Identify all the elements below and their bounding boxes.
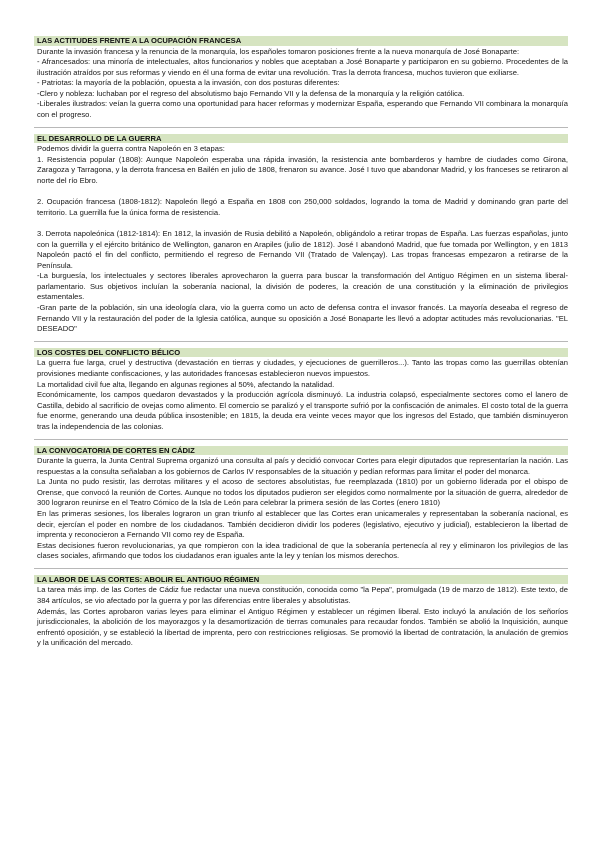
paragraph: - Patriotas: la mayoría de la población, opuesta a la invasión, con dos posturas diferentes: bbox=[37, 78, 340, 88]
section-labor bbox=[34, 575, 568, 649]
paragraph: -Liberales ilustrados: veían la guerra como una oportunidad para hacer reformas y modernizar España, esperando que Fernando VII combinara la monarquía con el progreso. bbox=[37, 99, 568, 120]
paragraph: Económicamente, los campos quedaron devastados y la producción agrícola disminuyó. La industria colapsó, especialmente sectores como el lanero de Castilla, debido al sacrificio de ovejas como alimento. El comercio se paralizó y el transporte sufrió por la confiscación de animales. El costo total de la guerra fue enorme, generando una deuda pública insostenible; en 1815, la deuda era veinte veces mayor que los ingresos del Estado, que también disminuyeron tras la independencia de las colonias. bbox=[37, 390, 568, 431]
section-heading: LOS COSTES DEL CONFLICTO BÉLICO bbox=[34, 348, 568, 358]
paragraph: 1. Resistencia popular (1808): Aunque Napoleón esperaba una rápida invasión, la resistencia ante bombarderos y hambre de ciudades como Girona, Zaragoza y Tarragona, y la derrota francesa en Bailén en julio de 1808, frenaron su avance. José I tuvo que abandonar Madrid, y los franceses se retiraron al norte del río Ebro. bbox=[37, 154, 568, 185]
paragraph: 2. Ocupación francesa (1808-1812): Napoleón llegó a España en 1808 con 250,000 soldados, logrando la toma de Madrid y dominando gran parte del territorio. La guerrilla fue la única forma de resistencia. bbox=[37, 197, 568, 217]
section-heading: LA CONVOCATORIA DE CORTES EN CÁDIZ bbox=[34, 446, 568, 456]
paragraph: Podemos dividir la guerra contra Napoleón en 3 etapas: bbox=[37, 144, 225, 154]
paragraph: Durante la guerra, la Junta Central Suprema organizó una consulta al país y decidió convocar Cortes para elegir diputados que representarían la nación. Las respuestas a la consulta señalaban a los gobiernos de Carlos IV responsables de la situación y pedían reformas para limitar el poder del monarca. bbox=[37, 456, 568, 476]
paragraph: 3. Derrota napoleónica (1812-1814): En 1812, la invasión de Rusia debilitó a Napoleón, obligándolo a retirar tropas de España. Las fuerzas españolas, junto con la guerrilla y el ejército británico de Wellington, ganaron en Arapiles (julio de 1812). José I abandonó Madrid, que fue tomada por Wellington, y en 1813 Napoleón pactó el fin del conflicto, permitiendo el regreso de Fernando VII (Tratado de Valençay). Las tropas francesas empezaron a retirarse de la Península. bbox=[37, 228, 568, 270]
section-costes bbox=[34, 348, 568, 433]
paragraph: La tarea más imp. de las Cortes de Cádiz fue redactar una nueva constitución, conocida como "la Pepa", promulgada (19 de marzo de 1812). Este texto, de 384 artículos, se vio afectado por la guerra y por las diferencias entre liberales y absolutistas. bbox=[37, 585, 568, 606]
section-desarrollo bbox=[34, 134, 568, 335]
paragraph-gap bbox=[34, 218, 568, 229]
section-heading: EL DESARROLLO DE LA GUERRA bbox=[34, 134, 568, 144]
paragraph: -Gran parte de la población, sin una ideología clara, vio la guerra como un acto de defensa contra el invasor francés. La mayoría deseaba el regreso de Fernando VII y la restauración del poder de la Iglesia católica, aunque su oposición a José Bonaparte les llevó a adoptar actitudes más revolucionarias. "EL DESEADO" bbox=[37, 303, 568, 334]
paragraph: Estas decisiones fueron revolucionarias, ya que rompieron con la idea tradicional de que la soberanía pertenecía al rey y eliminaron los privilegios de las clases sociales, afirmando que todos los ciudadanos eran iguales ante la ley y tenían los mismos derechos. bbox=[37, 540, 568, 561]
section-divider bbox=[34, 439, 568, 440]
section-divider bbox=[34, 568, 568, 569]
paragraph: La mortalidad civil fue alta, llegando en algunas regiones al 50%, afectando la natalidad. bbox=[37, 379, 335, 389]
section-divider bbox=[34, 341, 568, 342]
paragraph: Además, las Cortes aprobaron varias leyes para eliminar el Antiguo Régimen y establecer un régimen liberal. Esto incluyó la anulación de los señoríos jurisdiccionales, la abolición de los mayorazgos y la desamortización de tierras comunales para recaudar fondos. También se abolió la Inquisición, aunque enfrentó oposición, y se estableció la libertad de imprenta, pero con restricciones religiosas. Se promovió la libertad de contratación, la anulación de gremios y la unificación del mercado. bbox=[37, 606, 568, 648]
paragraph-gap bbox=[34, 187, 568, 198]
paragraph: En las primeras sesiones, los liberales lograron un gran triunfo al establecer que las Cortes eran unicamerales y representaban la soberanía nacional, es decir, ejercían el poder en nombre de los ciudadanos. También decidieron dividir los poderes (legislativo, ejecutivo y judicial), establecieron la libertad de imprenta y reconocieron a Fernando VII como rey de España. bbox=[37, 508, 568, 540]
section-actitudes bbox=[34, 36, 568, 121]
paragraph: -Clero y nobleza: luchaban por el regreso del absolutismo bajo Fernando VII y la defensa de la monarquía y la religión católica. bbox=[37, 88, 465, 98]
section-divider bbox=[34, 127, 568, 128]
paragraph: Durante la invasión francesa y la renuncia de la monarquía, los españoles tomaron posiciones frente a la nueva monarquía de José Bonaparte: bbox=[37, 46, 520, 56]
section-heading: LA LABOR DE LAS CORTES: ABOLIR EL ANTIGUO RÉGIMEN bbox=[34, 575, 568, 585]
paragraph: -La burguesía, los intelectuales y sectores liberales aprovecharon la guerra para buscar la transformación del Antiguo Régimen en un sistema liberal-parlamentario. Sus objetivos incluían la soberanía nacional, la división de poderes, la creación de una constitución y la eliminación de privilegios estamentales. bbox=[37, 271, 568, 302]
section-heading: LAS ACTITUDES FRENTE A LA OCUPACIÓN FRANCESA bbox=[34, 36, 568, 46]
paragraph: La Junta no pudo resistir, las derrotas militares y el acoso de sectores absolutistas, fue reemplazada (1810) por un gobierno liderada por el obispo de Orense, que convocó la reunión de Cortes. Aunque no todos los diputados pudieron ser elegidos como normalmente por la situación de guerra, alrededor de 300 lograron reunirse en el Teatro Cómico de la Isla de León para celebrar la primera sesión de las Cortes (enero 1810) bbox=[37, 477, 568, 508]
paragraph: La guerra fue larga, cruel y destructiva (devastación en tierras y ciudades, y ejecuciones de guerrilleros...). Tanto las tropas como las guerrillas obtenían provisiones mediante confiscaciones, y las autoridades francesas establecieron nuevos impuestos. bbox=[37, 358, 568, 378]
section-convocatoria bbox=[34, 446, 568, 562]
document-page bbox=[34, 36, 568, 649]
paragraph: - Afrancesados: una minoría de intelectuales, altos funcionarios y nobles que aceptaban a José Bonaparte y participaron en su gobierno. Procedentes de la ilustración atraídos por sus reformas y viendo en él una forma de evitar una revolución. Tras la derrota francesa, muchos tuvieron que exiliarse. bbox=[37, 57, 568, 77]
